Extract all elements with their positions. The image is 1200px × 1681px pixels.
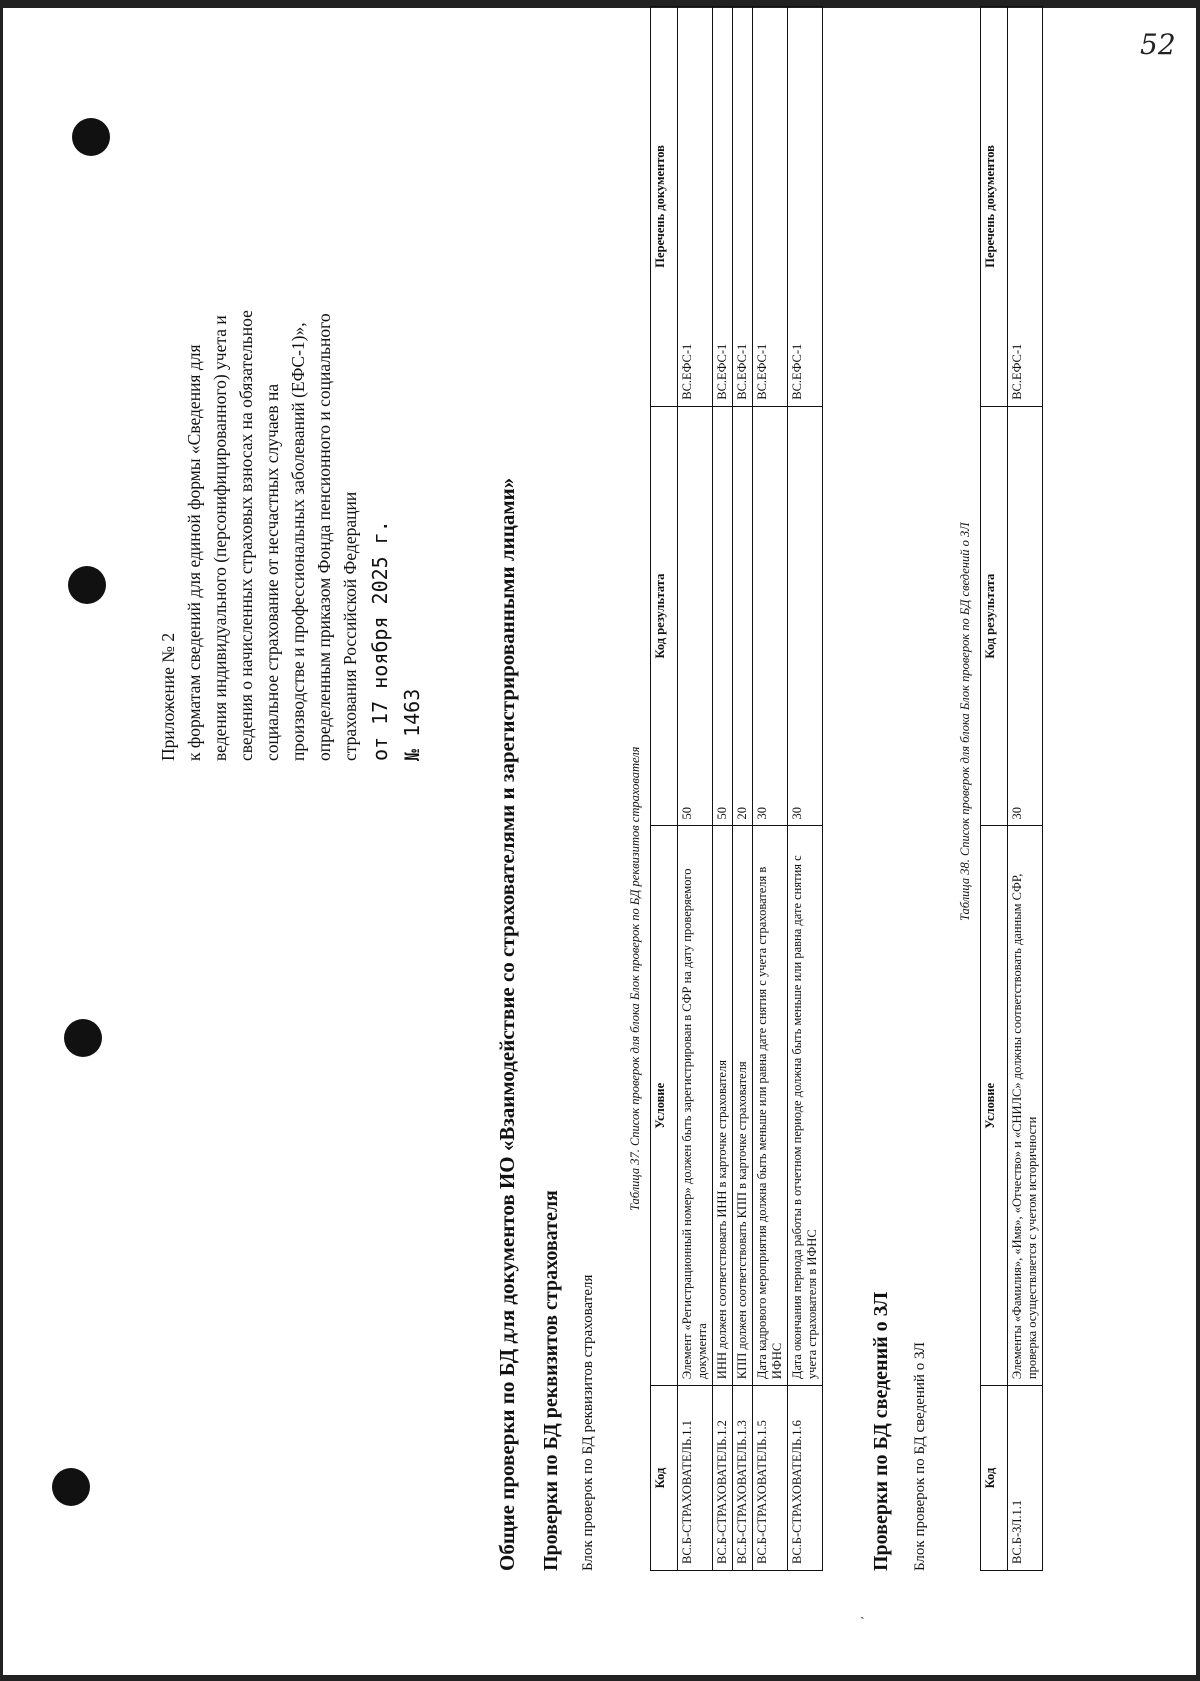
section2-title: Проверки по БД сведений о ЗЛ	[870, 1291, 892, 1571]
check-code: ВС.Б-СТРАХОВАТЕЛЬ.1.5	[753, 1386, 788, 1571]
handwritten-page-number: 52	[1140, 28, 1176, 61]
check-code: ВС.Б-СТРАХОВАТЕЛЬ.1.1	[678, 1386, 713, 1571]
document-list: ВС.ЕФС-1	[788, 7, 823, 407]
table-row	[753, 7, 788, 1571]
table-row	[678, 7, 713, 1571]
column-header: Перечень документов	[651, 7, 678, 407]
order-number: № 1463	[400, 688, 424, 761]
appendix-line: к форматам сведений для единой формы «Сведения для	[184, 344, 204, 761]
section-subtitle: Проверки по БД реквизитов страхователя	[540, 1190, 562, 1571]
block-label: Блок проверок по БД реквизитов страхователя	[580, 1274, 596, 1571]
column-header: Код	[651, 1386, 678, 1571]
table-row	[1008, 7, 1043, 1571]
column-header: Условие	[981, 826, 1008, 1386]
check-condition: Элемент «Регистрационный номер» должен быть зарегистрирован в СФР на дату проверяемого документа	[678, 826, 713, 1386]
result-code: 30	[1008, 406, 1043, 826]
table-row	[713, 7, 733, 1571]
column-header: Код результата	[981, 406, 1008, 826]
appendix-line: производстве и профессиональных заболеваний (ЕФС-1)»,	[288, 322, 308, 761]
result-code: 50	[678, 406, 713, 826]
check-code: ВС.Б-ЗЛ.1.1	[1008, 1386, 1043, 1571]
check-condition: Дата кадрового мероприятия должна быть меньше или равна дате снятия с учета страхователя в ИФНС	[753, 826, 788, 1386]
appendix-line: страхования Российской Федерации	[340, 491, 360, 761]
column-header: Код результата	[651, 406, 678, 826]
result-code: 50	[713, 406, 733, 826]
appendix-header	[155, 131, 427, 761]
section2-block-label: Блок проверок по БД сведений о ЗЛ	[912, 1342, 928, 1571]
appendix-line: определенным приказом Фонда пенсионного и социального	[314, 313, 334, 761]
table-row	[788, 7, 823, 1571]
result-code: 20	[733, 406, 753, 826]
check-code: ВС.Б-СТРАХОВАТЕЛЬ.1.3	[733, 1386, 753, 1571]
column-header: Условие	[651, 826, 678, 1386]
check-code: ВС.Б-СТРАХОВАТЕЛЬ.1.2	[713, 1386, 733, 1571]
check-condition: ИНН должен соответствовать ИНН в карточке страхователя	[713, 826, 733, 1386]
section-title: Общие проверки по БД для документов ИО «Взаимодействие со страхователями и зарегистрированными лицами»	[495, 477, 519, 1571]
checks-table-37	[650, 6, 823, 1571]
check-condition: КПП должен соответствовать КПП в карточке страхователя	[733, 826, 753, 1386]
document-list: ВС.ЕФС-1	[733, 7, 753, 407]
check-code: ВС.Б-СТРАХОВАТЕЛЬ.1.6	[788, 1386, 823, 1571]
stray-mark: ˏ	[860, 1605, 865, 1620]
document-list: ВС.ЕФС-1	[678, 7, 713, 407]
checks-table-38	[980, 6, 1043, 1571]
order-date: от 17 ноября 2025 г.	[368, 520, 392, 761]
appendix-line: социальное страхование от несчастных случаев на	[262, 383, 282, 761]
appendix-line: ведения индивидуального (персонифицированного) учета и	[210, 315, 230, 761]
appendix-line: сведения о начисленных страховых взносах на обязательное	[236, 310, 256, 761]
document-list: ВС.ЕФС-1	[1008, 7, 1043, 407]
column-header: Код	[981, 1386, 1008, 1571]
check-condition: Дата окончания периода работы в отчетном периоде должна быть меньше или равна дате снятия с учета страхователя в ИФНС	[788, 826, 823, 1386]
document-list: ВС.ЕФС-1	[753, 7, 788, 407]
document-list: ВС.ЕФС-1	[713, 7, 733, 407]
table38-caption: Таблица 38. Список проверок для блока Блок проверок по БД сведений о ЗЛ	[958, 522, 972, 921]
check-condition: Элементы «Фамилия», «Имя», «Отчество» и «СНИЛС» должны соответствовать данным СФР, проверка осуществляется с учетом историчности	[1008, 826, 1043, 1386]
table37-caption: Таблица 37. Список проверок для блока Блок проверок по БД реквизитов страхователя	[628, 746, 642, 1211]
table-row	[733, 7, 753, 1571]
appendix-title: Приложение № 2	[158, 632, 178, 761]
result-code: 30	[753, 406, 788, 826]
column-header: Перечень документов	[981, 7, 1008, 407]
result-code: 30	[788, 406, 823, 826]
